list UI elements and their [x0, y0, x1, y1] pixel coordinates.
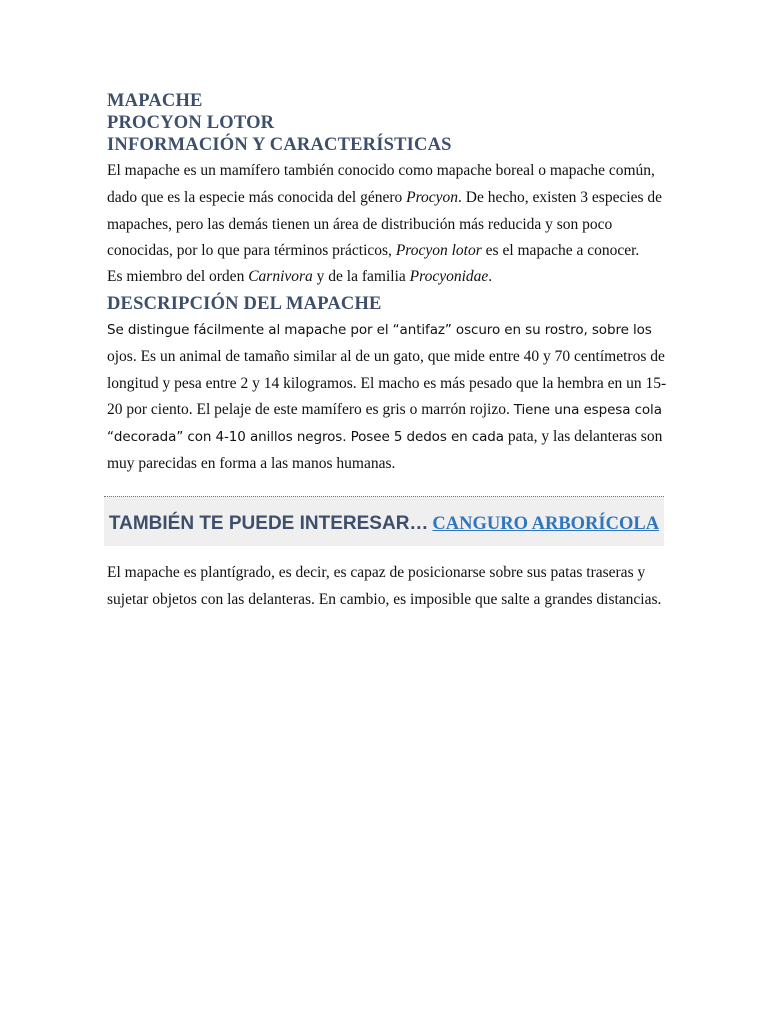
species-name: Procyon lotor — [395, 242, 482, 260]
intro-text-b: . De hecho, existen 3 especies de mapaches, pero las demás tienen un área de distribución más reducida y son poco conocidas, por lo que para términos prácticos, — [107, 188, 663, 260]
intro-text-c: es el mapache a conocer. — [481, 242, 640, 260]
order-name: Carnivora — [248, 268, 313, 286]
callout-lead: TAMBIÉN TE PUEDE INTERESAR… — [108, 512, 429, 534]
description-paragraph — [107, 317, 667, 478]
title-info: INFORMACIÓN Y CARACTERÍSTICAS — [107, 135, 452, 155]
title-scientific-name: PROCYON LOTOR — [107, 113, 275, 133]
description-tail: pata, y las delanteras son muy parecidas en forma a las manos humanas. — [107, 428, 663, 472]
document-page — [107, 90, 667, 613]
related-article-link[interactable]: CANGURO ARBORÍCOLA — [432, 513, 660, 534]
taxonomy-paragraph — [107, 264, 667, 291]
closing-paragraph: El mapache es plantígrado, es decir, es capaz de posicionarse sobre sus patas traseras y sujetar objetos con las delanteras. En cambio, es imposible que salte a grandes distancias. — [107, 563, 662, 608]
genus-name: Procyon — [406, 188, 459, 206]
description-tail-line: Tiene una espesa cola “decorada” con 4-10 anillos negros. Posee 5 dedos en cada — [107, 402, 662, 446]
description-line1: Se distingue fácilmente al mapache por el “antifaz” oscuro en su rostro, sobre los — [107, 321, 652, 338]
taxonomy-text-c: . — [488, 268, 493, 286]
title-mapache: MAPACHE — [107, 91, 203, 111]
related-article-callout — [104, 496, 664, 546]
taxonomy-text-b: y de la familia — [312, 268, 410, 286]
taxonomy-text-a: Es miembro del orden — [107, 268, 249, 286]
description-body: ojos. Es un animal de tamaño similar al de un gato, que mide entre 40 y 70 centímetros de longitud y pesa entre 2 y 14 kilogramos. El macho es más pesado que la hembra en un 15-20 por ciento. El pelaje de este mamífero es gris o marrón rojizo. — [107, 347, 667, 419]
intro-text-a: El mapache es un mamífero también conocido como mapache boreal o mapache común, dado que es la especie más conocida del género — [107, 162, 655, 206]
section-heading-description: DESCRIPCIÓN DEL MAPACHE — [107, 293, 382, 314]
family-name: Procyonidae — [409, 268, 489, 286]
intro-paragraph — [107, 158, 667, 265]
